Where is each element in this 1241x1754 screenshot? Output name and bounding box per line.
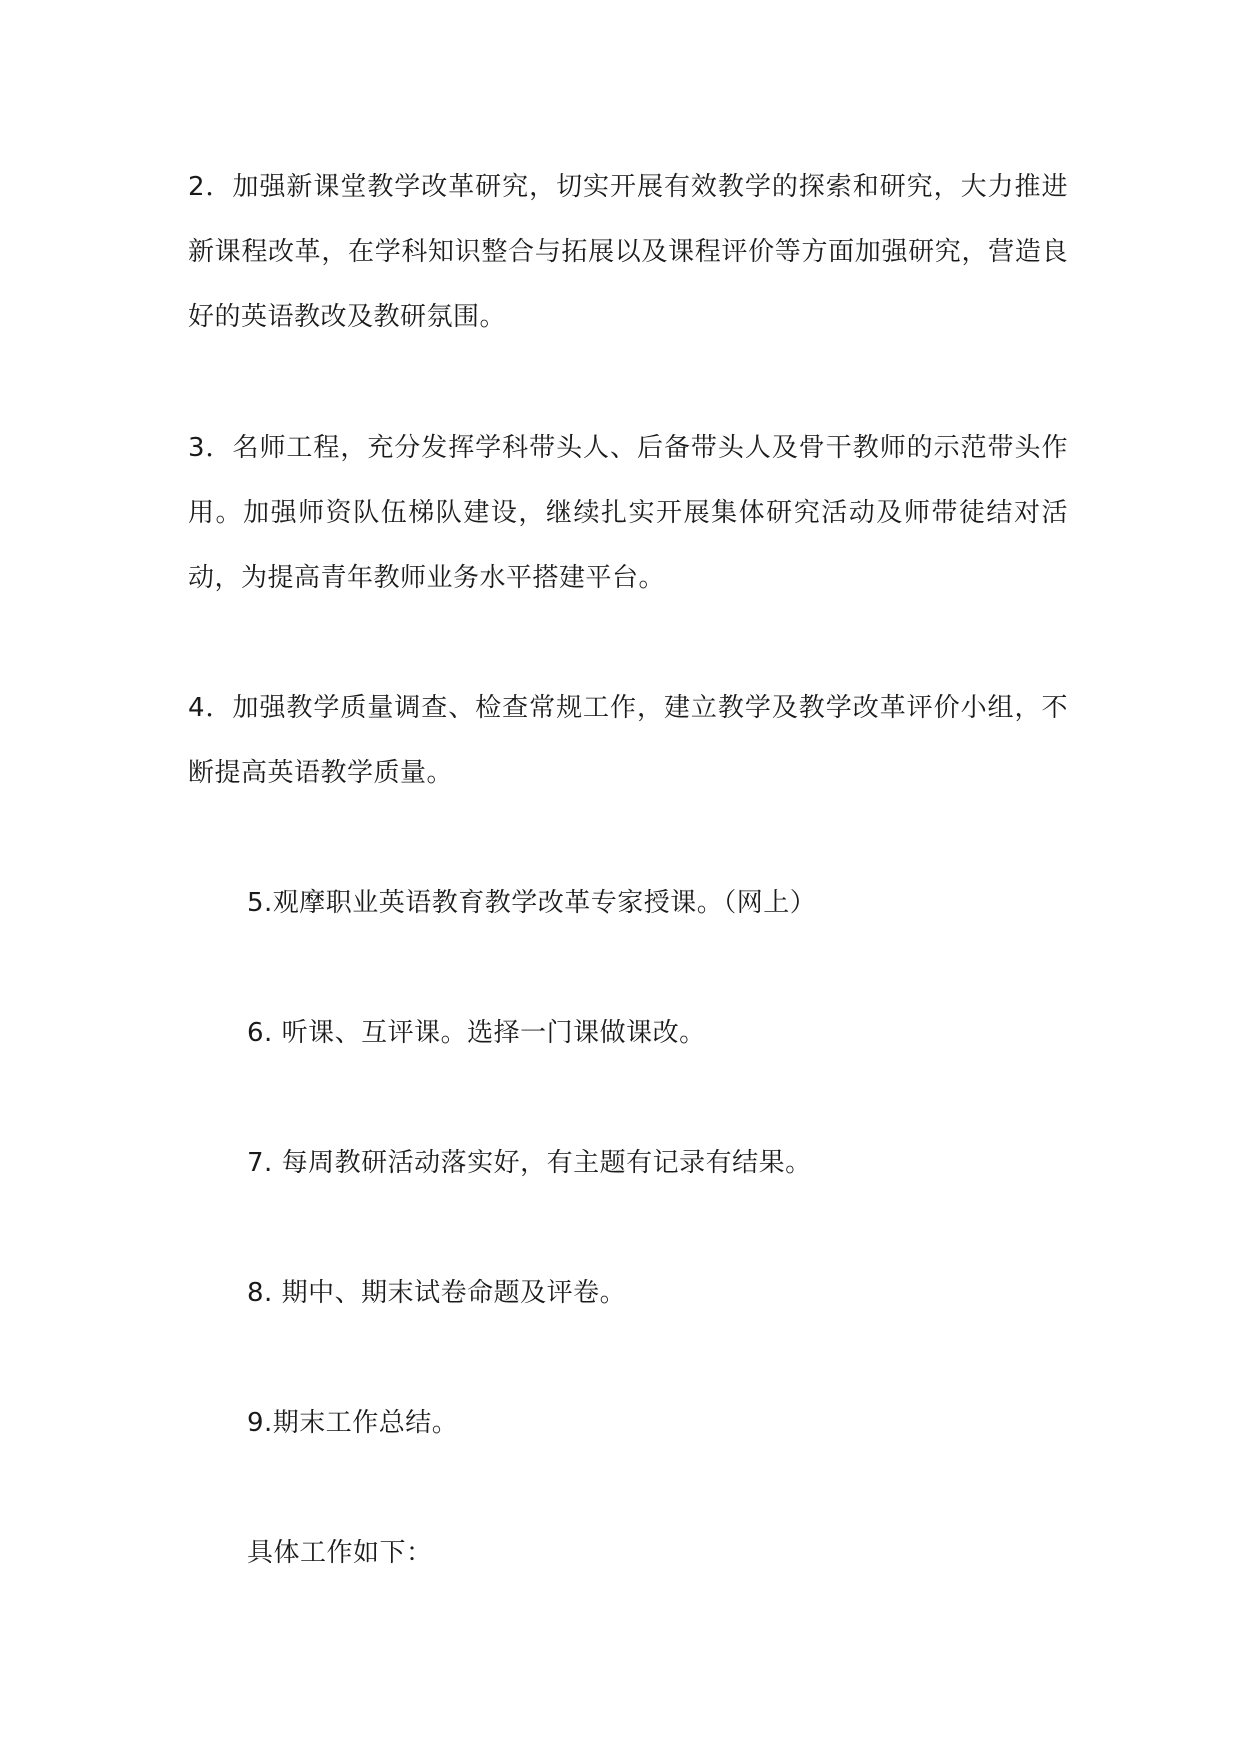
list-item-9: 9.期末工作总结。: [247, 1408, 459, 1438]
list-item-5: 5.观摩职业英语教育教学改革专家授课。（网上）: [247, 888, 817, 918]
list-item-8: 8. 期中、期末试卷命题及评卷。: [247, 1278, 627, 1308]
list-item-6: 6. 听课、互评课。选择一门课做课改。: [247, 1018, 706, 1048]
paragraph-item-3: 3．名师工程，充分发挥学科带头人、后备带头人及骨干教师的示范带头作用。加强师资队伍梯队建设，继续扎实开展集体研究活动及师带徒结对活动，为提高青年教师业务水平搭建平台。: [188, 433, 1068, 593]
list-item-7: 7. 每周教研活动落实好，有主题有记录有结果。: [247, 1148, 812, 1178]
paragraph-item-4: 4．加强教学质量调查、检查常规工作，建立教学及教学改革评价小组，不断提高英语教学质量。: [188, 693, 1068, 788]
section-intro-text: 具体工作如下：: [247, 1538, 433, 1568]
paragraph-item-2: 2．加强新课堂教学改革研究，切实开展有效教学的探索和研究，大力推进新课程改革，在学科知识整合与拓展以及课程评价等方面加强研究，营造良好的英语教改及教研氛围。: [188, 172, 1068, 332]
